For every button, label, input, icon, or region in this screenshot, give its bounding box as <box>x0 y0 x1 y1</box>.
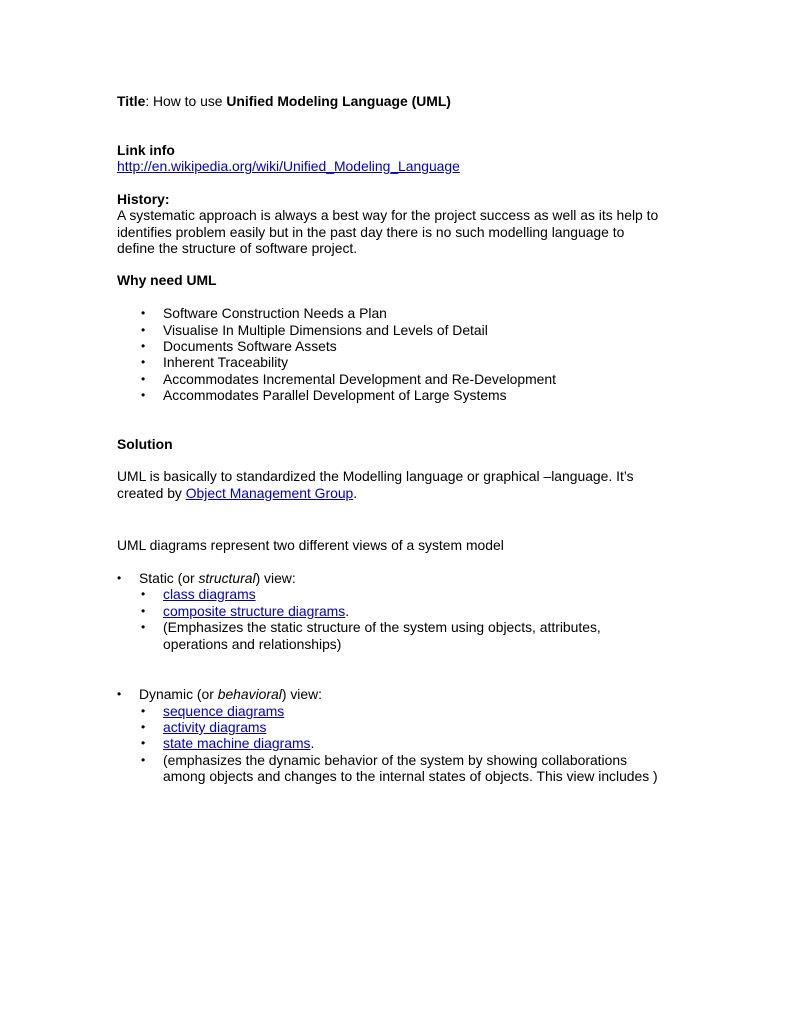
static-note-line: (Emphasizes the static structure of the system using objects, attributes, <box>163 619 601 635</box>
state-machine-diagrams-link[interactable]: state machine diagrams <box>163 735 311 751</box>
dynamic-view-prefix: Dynamic (or <box>139 686 218 702</box>
sequence-diagrams-link[interactable]: sequence diagrams <box>163 703 285 719</box>
static-view-emphasis: structural <box>198 570 256 586</box>
history-line: define the structure of software project. <box>117 240 358 256</box>
dynamic-note-line: among objects and changes to the internal states of objects. This view includes ) <box>163 768 658 784</box>
views-intro: UML diagrams represent two different views of a system model <box>117 537 504 553</box>
static-note-line: operations and relationships) <box>163 636 342 652</box>
bullet-marker: • <box>141 339 146 353</box>
history-line: identifies problem easily but in the past day there is no such modelling language to <box>117 224 625 240</box>
document-title <box>117 93 451 109</box>
class-diagrams-link[interactable]: class diagrams <box>163 586 256 602</box>
title-label: Title <box>117 93 146 109</box>
why-heading: Why need UML <box>117 272 217 288</box>
bullet-marker: • <box>141 323 146 337</box>
why-item: Accommodates Incremental Development and Re-Development <box>163 371 556 387</box>
history-line: A systematic approach is always a best way for the project success as well as its help to <box>117 207 659 223</box>
dynamic-view-emphasis: behavioral <box>217 686 282 702</box>
bullet-marker: • <box>141 736 146 750</box>
static-view-prefix: Static (or <box>139 570 199 586</box>
period: . <box>345 603 350 619</box>
dynamic-note-line: (emphasizes the dynamic behavior of the system by showing collaborations <box>163 752 628 768</box>
bullet-marker: • <box>141 587 146 601</box>
title-separator: : How to use <box>145 93 227 109</box>
why-item: Visualise In Multiple Dimensions and Levels of Detail <box>163 322 488 338</box>
bullet-marker: • <box>141 372 146 386</box>
solution-line <box>117 485 357 501</box>
history-heading: History: <box>117 191 170 207</box>
state-machine-item <box>163 735 314 751</box>
static-view-suffix: ) view: <box>255 570 296 586</box>
link-info-heading: Link info <box>117 142 175 158</box>
bullet-marker: • <box>117 571 122 585</box>
wikipedia-link[interactable]: http://en.wikipedia.org/wiki/Unified_Modeling_Language <box>117 158 460 174</box>
bullet-marker: • <box>141 306 146 320</box>
dynamic-view-suffix: ) view: <box>281 686 322 702</box>
bullet-marker: • <box>141 753 146 767</box>
title-bold-text: Unified Modeling Language (UML) <box>226 93 451 109</box>
period: . <box>310 735 315 751</box>
solution-line2-prefix: created by <box>117 485 186 501</box>
composite-structure-item <box>163 603 349 619</box>
bullet-marker: • <box>141 704 146 718</box>
solution-line: UML is basically to standardized the Modelling language or graphical –language. It’s <box>117 468 634 484</box>
bullet-marker: • <box>141 720 146 734</box>
bullet-marker: • <box>117 687 122 701</box>
bullet-marker: • <box>141 620 146 634</box>
bullet-marker: • <box>141 388 146 402</box>
solution-heading: Solution <box>117 436 173 452</box>
why-item: Documents Software Assets <box>163 338 337 354</box>
why-item: Inherent Traceability <box>163 354 289 370</box>
solution-line2-suffix: . <box>353 485 358 501</box>
static-view-item <box>139 570 296 586</box>
why-item: Software Construction Needs a Plan <box>163 305 387 321</box>
omg-link[interactable]: Object Management Group <box>185 485 354 501</box>
composite-structure-diagrams-link[interactable]: composite structure diagrams <box>163 603 346 619</box>
dynamic-view-item <box>139 686 322 702</box>
activity-diagrams-link[interactable]: activity diagrams <box>163 719 267 735</box>
bullet-marker: • <box>141 604 146 618</box>
why-item: Accommodates Parallel Development of Large Systems <box>163 387 507 403</box>
bullet-marker: • <box>141 355 146 369</box>
